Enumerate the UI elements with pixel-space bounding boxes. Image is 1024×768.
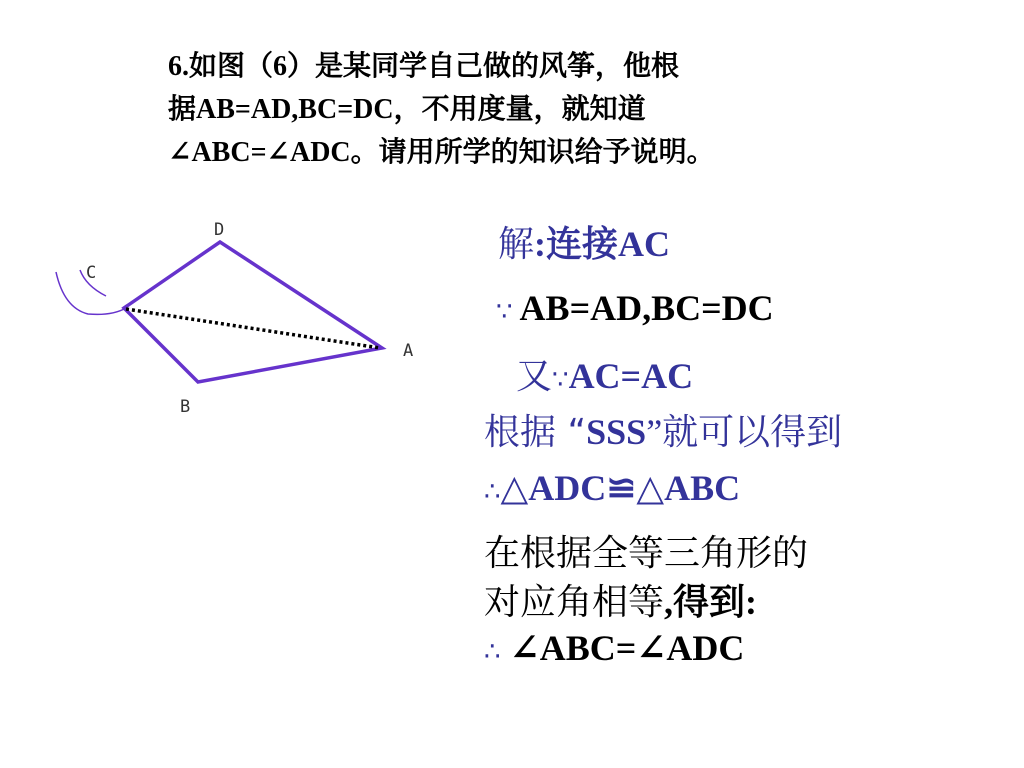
because-symbol: ∵	[496, 297, 513, 327]
therefore-symbol: ∴	[484, 477, 501, 507]
solution-step-connect: 解:连接AC	[498, 224, 671, 265]
problem-line-2: 据AB=AD,BC=DC，不用度量，就知道	[168, 94, 646, 125]
solution-step-congruent: ∴△ADC≌△ABC	[484, 468, 741, 508]
diagonal-ac	[126, 309, 380, 348]
label-c: C	[86, 263, 97, 283]
kite-figure	[40, 210, 430, 425]
label-d: D	[214, 220, 225, 240]
label-b: B	[180, 397, 191, 417]
problem-statement	[168, 45, 808, 174]
problem-line-1: 6.如图（6）是某同学自己做的风筝，他根	[168, 51, 680, 82]
label-a: A	[403, 341, 414, 361]
solution-step-corresponding: 在根据全等三角形的 对应角相等,得到:	[484, 533, 809, 623]
problem-line-3: ∠ABC=∠ADC。请用所学的知识给予说明。	[168, 137, 715, 168]
solution-step-given: ∵ AB=AD,BC=DC	[496, 288, 774, 328]
therefore-symbol-final: ∴	[484, 637, 501, 667]
solution-step-conclusion: ∴ ∠ABC=∠ADC	[484, 628, 745, 668]
kite-quadrilateral	[124, 242, 382, 382]
solution-step-sss: 根据 “SSS”就可以得到	[484, 412, 843, 453]
solution-step-common-side: 又∵AC=AC	[516, 356, 694, 397]
